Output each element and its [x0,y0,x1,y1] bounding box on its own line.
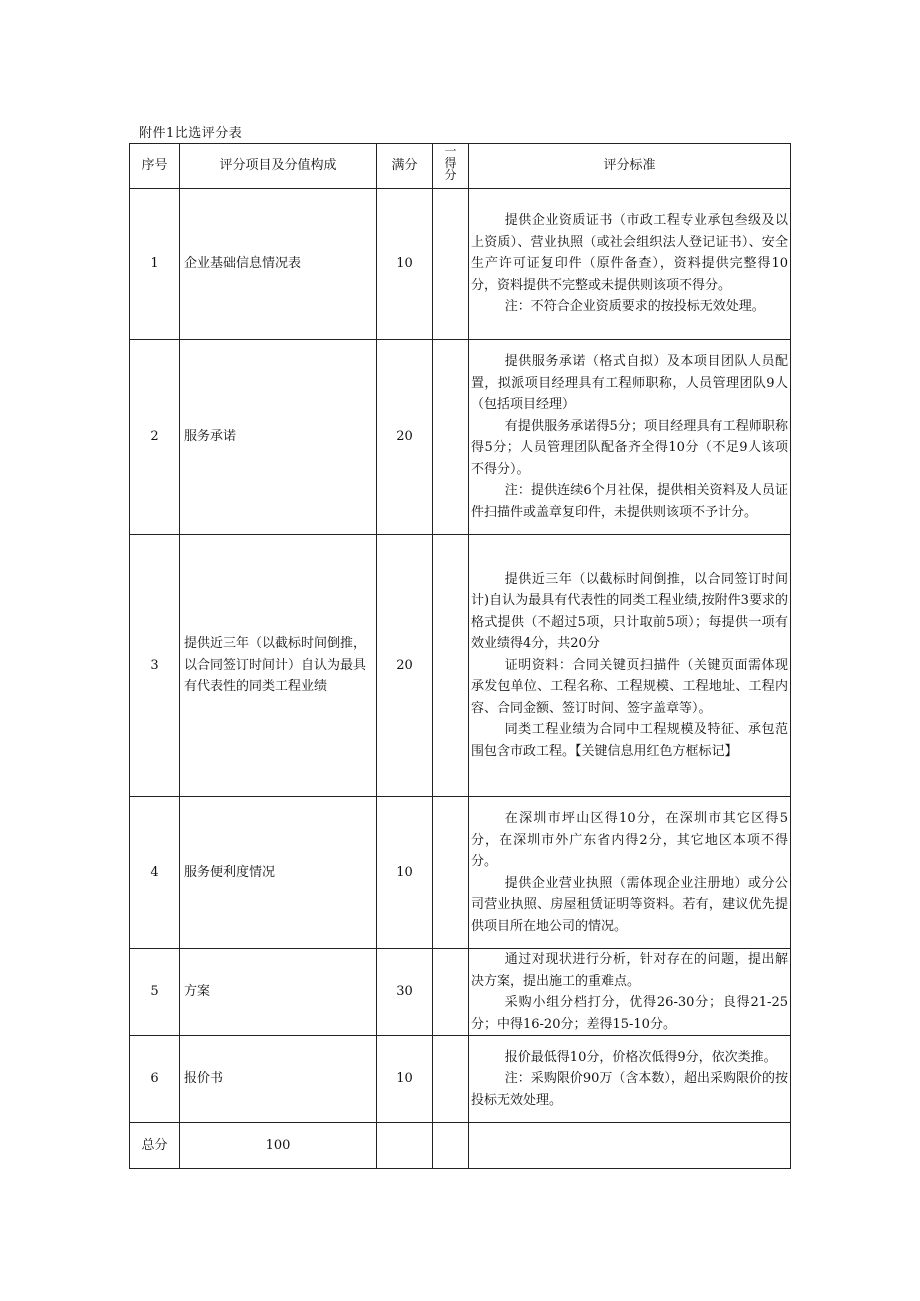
row-criteria [469,340,791,535]
row-criteria [469,949,791,1036]
row-full-score: 30 [377,949,433,1036]
row-no: 6 [130,1036,180,1123]
row-item: 企业基础信息情况表 [180,189,377,340]
row-score-obtained [433,1036,469,1123]
criteria-paragraph: 同类工程业绩为合同中工程规模及特征、承包范围包含市政工程。【关键信息用红色方框标记】 [471,722,788,759]
row-no: 1 [130,189,180,340]
row-criteria [469,189,791,340]
criteria-paragraph: 采购小组分档打分，优得26-30分；良得21-25分；中得16-20分；差得15-10分。 [471,995,788,1032]
total-row [130,1123,791,1169]
header-criteria: 评分标准 [469,144,791,189]
criteria-paragraph: 提供服务承诺（格式自拟）及本项目团队人员配置，拟派项目经理具有工程师职称，人员管理团队9人（包括项目经理） [471,354,788,412]
scoring-table [129,143,791,1169]
table-caption: 附件1比选评分表 [139,126,243,141]
row-full-score: 10 [377,797,433,949]
header-score-obtained [433,144,469,189]
criteria-paragraph: 提供企业资质证书（市政工程专业承包叁级及以上资质）、营业执照（或社会组织法人登记证书）、安全生产许可证复印件（原件备查），资料提供完整得10分，资料提供不完整或未提供则该项不得分。 [471,213,788,293]
row-full-score: 20 [377,535,433,797]
criteria-paragraph: 有提供服务承诺得5分；项目经理具有工程师职称得5分；人员管理团队配备齐全得10分（不足9人该项不得分）。 [471,418,788,477]
header-item: 评分项目及分值构成 [180,144,377,189]
row-criteria [469,535,791,797]
total-criteria [469,1123,791,1169]
total-value: 100 [180,1123,377,1169]
criteria-paragraph: 报价最低得10分，价格次低得9分，依次类推。 [504,1049,777,1065]
header-full-score: 满分 [377,144,433,189]
row-item: 服务承诺 [180,340,377,535]
row-no: 2 [130,340,180,535]
row-full-score: 10 [377,1036,433,1123]
table-row [130,340,791,535]
total-label: 总分 [130,1123,180,1169]
criteria-paragraph: 在深圳市坪山区得10分，在深圳市其它区得5分，在深圳市外广东省内得2分，其它地区本项不得分。 [471,811,788,869]
criteria-paragraph: 注：不符合企业资质要求的按投标无效处理。 [504,299,765,315]
header-no: 序号 [130,144,180,189]
criteria-paragraph: 通过对现状进行分析，针对存在的问题，提出解决方案，提出施工的重难点。 [471,952,788,989]
row-item: 报价书 [180,1036,377,1123]
row-full-score: 10 [377,189,433,340]
criteria-paragraph: 注：采购限价90万（含本数），超出采购限价的按投标无效处理。 [471,1071,788,1108]
row-score-obtained [433,340,469,535]
table-row [130,949,791,1036]
row-item: 服务便利度情况 [180,797,377,949]
total-score-obtained [433,1123,469,1169]
row-no: 5 [130,949,180,1036]
table-row [130,1036,791,1123]
row-no: 3 [130,535,180,797]
criteria-paragraph: 注：提供连续6个月社保，提供相关资料及人员证件扫描件或盖章复印件，未提供则该项不予计分。 [471,483,788,520]
criteria-paragraph: 证明资料：合同关键页扫描件（关键页面需体现承发包单位、工程名称、工程规模、工程地址、工程内容、合同金额、签订时间、签字盖章等）。 [471,657,788,716]
criteria-paragraph: 提供企业营业执照（需体现企业注册地）或分公司营业执照、房屋租赁证明等资料。若有，建议优先提供项目所在地公司的情况。 [471,875,788,934]
row-full-score: 20 [377,340,433,535]
row-item: 方案 [180,949,377,1036]
table-row [130,189,791,340]
row-no: 4 [130,797,180,949]
row-score-obtained [433,189,469,340]
row-criteria [469,1036,791,1123]
row-item: 提供近三年（以截标时间倒推，以合同签订时间计）自认为最具有代表性的同类工程业绩 [180,535,377,797]
table-row [130,797,791,949]
row-score-obtained [433,797,469,949]
row-criteria [469,797,791,949]
row-score-obtained [433,949,469,1036]
header-score-obtained-label: 一得分 [444,144,457,183]
header-row [130,144,791,189]
row-score-obtained [433,535,469,797]
total-full-score [377,1123,433,1169]
criteria-paragraph: 提供近三年（以截标时间倒推，以合同签订时间计)自认为最具有代表性的同类工程业绩,按附件3要求的格式提供（不超过5项，只计取前5项）；每提供一项有效业绩得4分，共20分 [471,571,788,652]
table-row [130,535,791,797]
